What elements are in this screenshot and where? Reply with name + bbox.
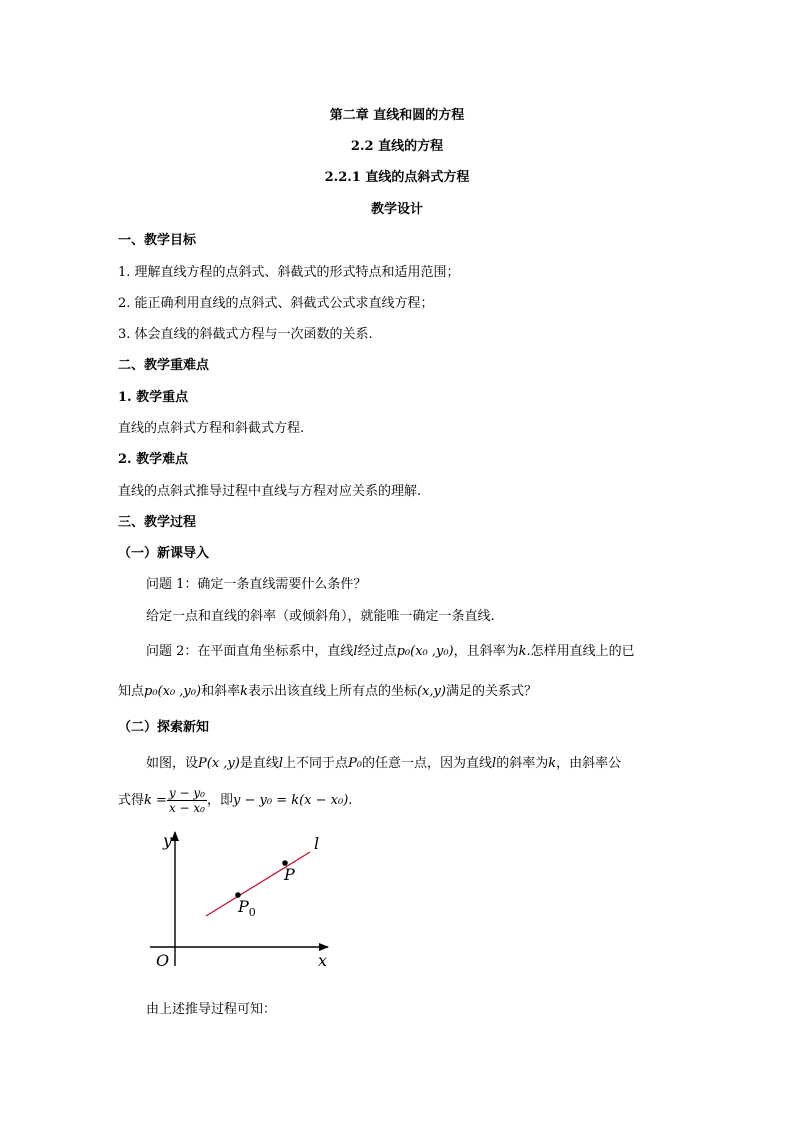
coordinate-figure [148,826,348,974]
point-p0-label [237,897,256,919]
question-1: 问题 1：确定一条直线需要什么条件？ [146,577,367,592]
line-label-l: l [314,834,320,853]
objectives-heading: 一、教学目标 [118,233,197,248]
explore-paragraph-line-1 [146,752,621,771]
difficulty-text: 直线的点斜式推导过程中直线与方程对应关系的理解. [118,484,422,499]
q2-text-c: ，且斜率为 [453,644,519,659]
explore-paragraph-line-2 [118,786,352,815]
line-l [206,852,310,916]
objective-item-2: 2. 能正确利用直线的点斜式、斜截式公式求直线方程； [118,296,434,311]
q2-text-a: 问题 2：在平面直角坐标系中，直线 [146,644,354,659]
p1-text-e: 的斜率为 [496,756,549,771]
math-l: l [353,644,358,659]
slope-fraction [167,786,207,815]
difficulty-heading: 2. 教学难点 [118,452,189,467]
point-p0-letter: P [238,897,249,916]
origin-label: O [156,951,170,970]
p1-text-d: 的任意一点，因为直线 [362,756,493,771]
p1-text-f: ，由斜率公 [556,756,622,771]
p2-text-c: . [348,793,353,808]
math-l-3: l [492,756,497,771]
conclusion-intro: 由上述推导过程可知： [146,1002,277,1017]
p1-text-c: 上不同于点 [283,756,349,771]
coordinate-diagram [148,826,348,974]
math-p0: P₀ [348,756,363,771]
math-p0-point-2: p₀(x₀ ,y₀) [144,684,202,699]
math-k: k [518,644,527,659]
p2-text-b: ，即 [206,793,233,808]
chapter-title: 第二章 直线和圆的方程 [329,108,465,123]
q2-text-g: 表示出该直线上所有点的坐标 [247,684,417,699]
math-k-3: k [548,756,557,771]
math-xy: (x,y) [416,684,446,699]
math-l-2: l [278,756,284,771]
y-axis-label: y [163,831,173,850]
math-p0-point: p₀(x₀ ,y₀) [396,644,454,659]
question-2-line-2 [118,680,537,699]
process-heading: 三、教学过程 [118,515,197,530]
answer-1: 给定一点和直线的斜率（或倾斜角），就能唯一确定一条直线. [146,609,495,624]
focus-text: 直线的点斜式方程和斜截式方程. [118,421,305,436]
keypoints-heading: 二、教学重难点 [118,358,210,373]
q2-text-e: 知点 [118,684,145,699]
x-axis-label: x [318,951,328,970]
q2-text-d: .怎样用直线上的已 [526,644,635,659]
question-2-line-1 [146,640,635,659]
focus-heading: 1. 教学重点 [118,390,189,405]
q2-text-h: 满足的关系式？ [445,684,537,699]
p1-text-b: 是直线 [239,756,279,771]
math-point-slope: y − y₀ = k(x − x₀) [233,793,349,808]
q2-text-b: 经过点 [357,644,397,659]
point-p-label: P [284,865,295,884]
subsection-title: 2.2.1 直线的点斜式方程 [324,170,470,185]
p1-text-a: 如图，设 [146,756,199,771]
doc-type: 教学设计 [370,202,423,217]
math-k-eq: k = [144,793,167,808]
fraction-denominator: x − x₀ [168,801,205,815]
section-title: 2.2 直线的方程 [350,139,444,154]
explore-heading: （二）探索新知 [118,720,210,735]
intro-heading: （一）新课导入 [118,546,210,561]
q2-text-f: 和斜率 [201,684,241,699]
math-p-point: P(x ,y) [198,756,240,771]
objective-item-1: 1. 理解直线方程的点斜式、斜截式的形式特点和适用范围； [118,265,460,280]
point-p0-subscript: 0 [248,906,256,919]
p2-text-a: 式得 [118,793,145,808]
fraction-numerator: y − y₀ [168,786,205,800]
math-k-2: k [240,684,248,699]
objective-item-3: 3. 体会直线的斜截式方程与一次函数的关系. [118,327,373,342]
